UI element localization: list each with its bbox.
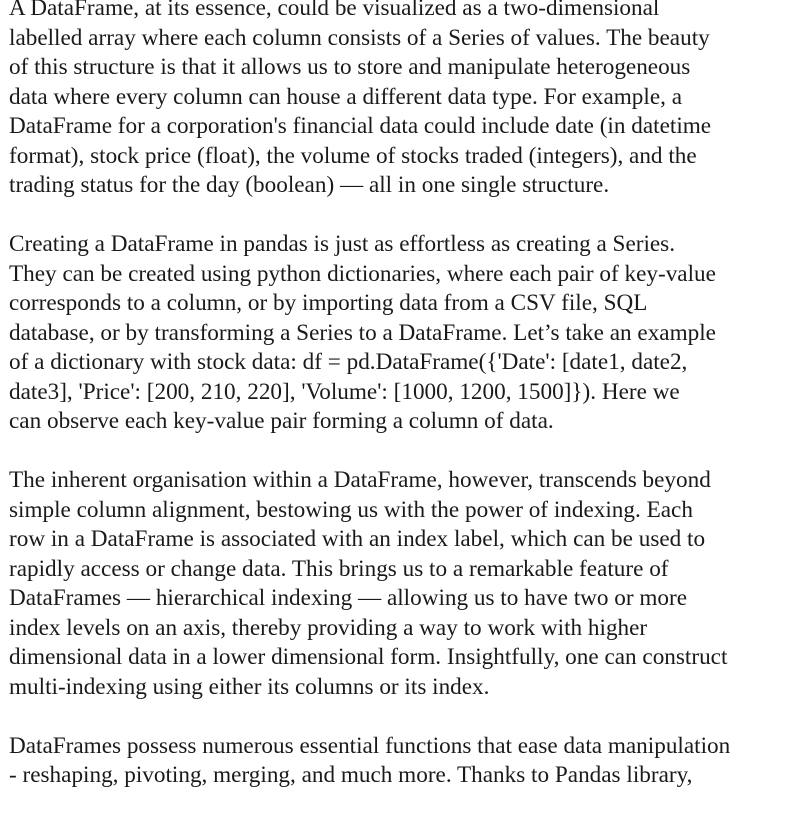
text-line: DataFrames — hierarchical indexing — allowing us to have two or more [9, 585, 688, 611]
text-line: DataFrames possess numerous essential functions that ease data manipulation [9, 732, 731, 759]
paragraph-dataframe-intro [9, 0, 799, 201]
text-line: rapidly access or change data. This brings us to a remarkable feature of [9, 555, 669, 582]
text-line: They can be created using python dictionaries, where each pair of key-value [9, 260, 716, 287]
text-line: data where every column can house a different data type. For example, a [9, 83, 683, 110]
text-line: format), stock price (float), the volume of stocks traded (integers), and the [9, 142, 697, 169]
paragraph-functions [9, 732, 799, 791]
text-line: date3], 'Price': [200, 210, 220], 'Volume': [1000, 1200, 1500]}). Here we [9, 378, 680, 405]
text-line: multi-indexing using either its columns or its index. [9, 673, 490, 700]
text-line: A DataFrame, at its essence, could be visualized as a two-dimensional [9, 0, 660, 21]
text-line: corresponds to a column, or by importing data from a CSV file, SQL [9, 290, 648, 316]
text-line: row in a DataFrame is associated with an index label, which can be used to [9, 526, 706, 552]
text-line: trading status for the day (boolean) — all in one single structure. [9, 172, 610, 198]
text-line: labelled array where each column consists of a Series of values. The beauty [9, 24, 710, 51]
paragraph-creating-dataframe [9, 230, 799, 437]
text-line: database, or by transforming a Series to a DataFrame. Let’s take an example [9, 319, 716, 346]
text-line: of this structure is that it allows us to store and manipulate heterogeneous [9, 54, 691, 80]
text-line: - reshaping, pivoting, merging, and much more. Thanks to Pandas library, [9, 762, 693, 788]
text-line: simple column alignment, bestowing us with the power of indexing. Each [9, 496, 693, 523]
text-line: The inherent organisation within a DataFrame, however, transcends beyond [9, 467, 711, 493]
text-line: DataFrame for a corporation's financial data could include date (in datetime [9, 113, 712, 139]
text-line: can observe each key-value pair forming a column of data. [9, 408, 554, 434]
text-line: dimensional data in a lower dimensional form. Insightfully, one can construct [9, 644, 728, 670]
paragraph-indexing [9, 466, 799, 702]
text-line: index levels on an axis, thereby providing a way to work with higher [9, 614, 648, 641]
text-line: Creating a DataFrame in pandas is just as effortless as creating a Series. [9, 231, 676, 257]
document-body [9, 0, 799, 820]
text-line: of a dictionary with stock data: df = pd.DataFrame({'Date': [date1, date2, [9, 349, 688, 375]
